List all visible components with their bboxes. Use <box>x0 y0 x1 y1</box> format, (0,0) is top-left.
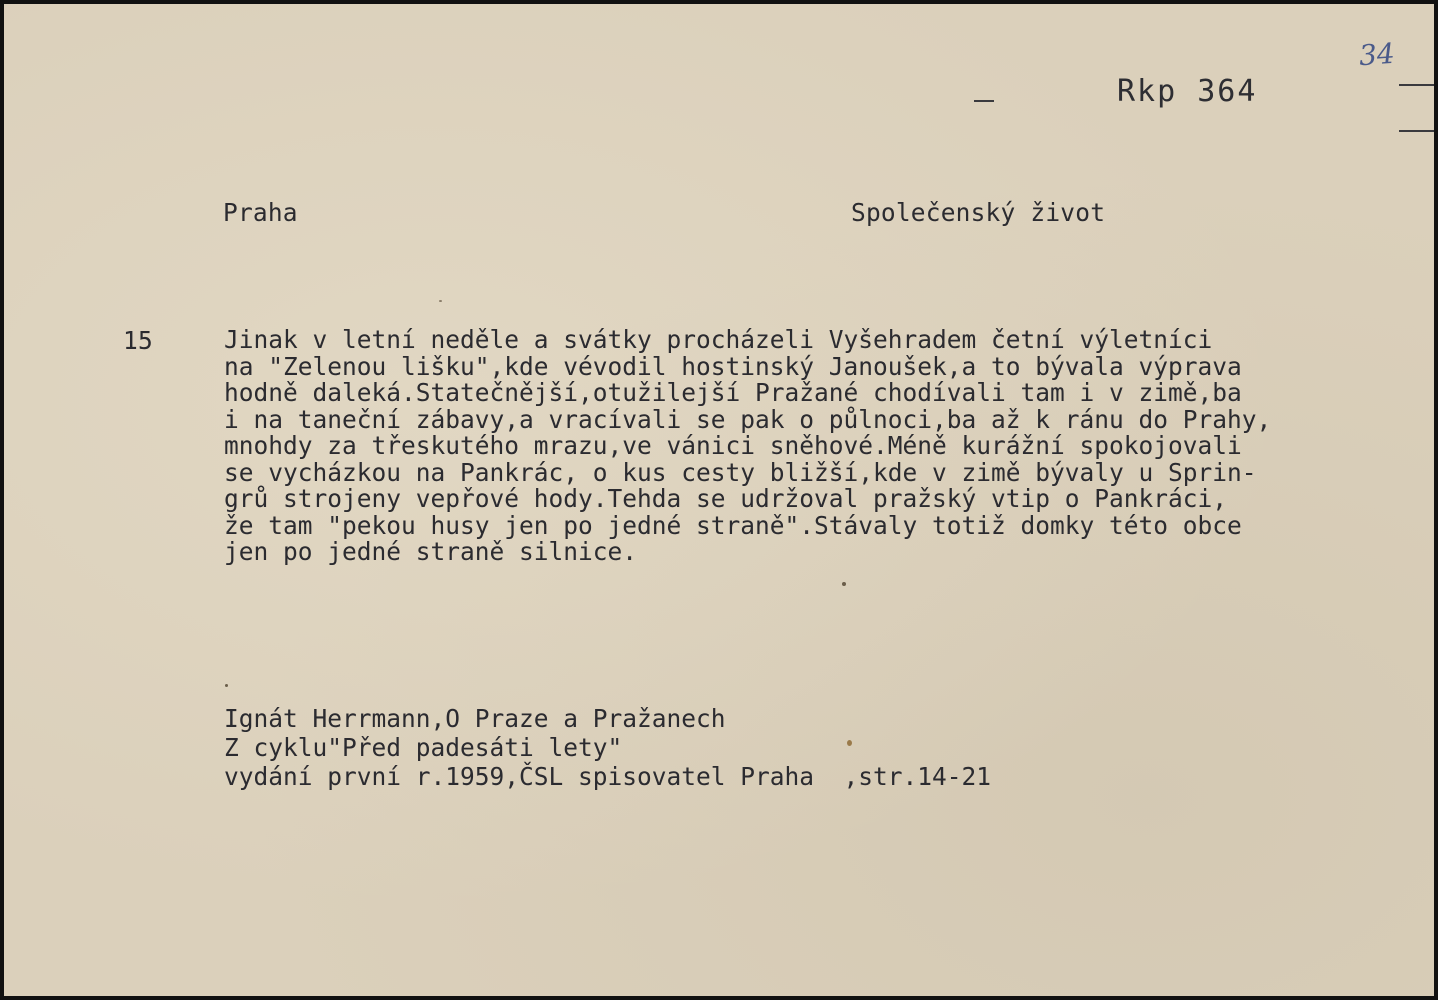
excerpt-line: na "Zelenou lišku",kde vévodil hostinský Janoušek,a to bývala výprava <box>224 351 1242 381</box>
paper-speck <box>439 300 442 302</box>
paper-speck <box>225 684 228 687</box>
excerpt-line: grů strojeny vepřové hody.Tehda se udržoval pražský vtip o Pankráci, <box>224 484 1228 513</box>
header-rule-top <box>1399 84 1434 86</box>
catalog-card <box>4 4 1434 996</box>
topic-label: Společenský život <box>851 198 1106 227</box>
citation-line: Ignát Herrmann,O Praze a Pražanech <box>224 704 726 733</box>
header-rule-bottom <box>1399 130 1434 132</box>
excerpt-line: i na taneční zábavy,a vracívali se pak o půlnoci,ba až k ránu do Prahy, <box>224 404 1272 434</box>
page-number: 34 <box>1357 36 1396 73</box>
citation-line: vydání první r.1959,ČSL spisovatel Praha ,str.14-21 <box>224 762 992 791</box>
excerpt-text <box>224 327 1414 566</box>
excerpt-line: se vycházkou na Pankrác, o kus cesty bližší,kde v zimě bývaly u Sprin- <box>224 457 1257 487</box>
header-dash-left <box>974 100 994 102</box>
paper-speck <box>842 582 846 586</box>
excerpt-line: mnohdy za třeskutého mrazu,ve vánici sněhové.Méně kurážní spokojovali <box>224 431 1242 460</box>
excerpt-line: hodně daleká.Statečnější,otužilejší Pražané chodívali tam i v zimě,ba <box>224 378 1242 407</box>
citation-line: Z cyklu"Před padesáti lety" <box>224 733 623 762</box>
excerpt-line: Jinak v letní neděle a svátky procházeli Vyšehradem četní výletníci <box>224 325 1213 354</box>
source-citation <box>224 704 991 791</box>
shelf-mark: Rkp 364 <box>1117 74 1258 109</box>
excerpt-line: jen po jedné straně silnice. <box>224 537 638 566</box>
paper-speck <box>847 740 852 746</box>
entry-number: 15 <box>123 326 153 355</box>
location-label: Praha <box>223 198 298 227</box>
excerpt-line: že tam "pekou husy jen po jedné straně".Stávaly totiž domky této obce <box>224 510 1242 540</box>
